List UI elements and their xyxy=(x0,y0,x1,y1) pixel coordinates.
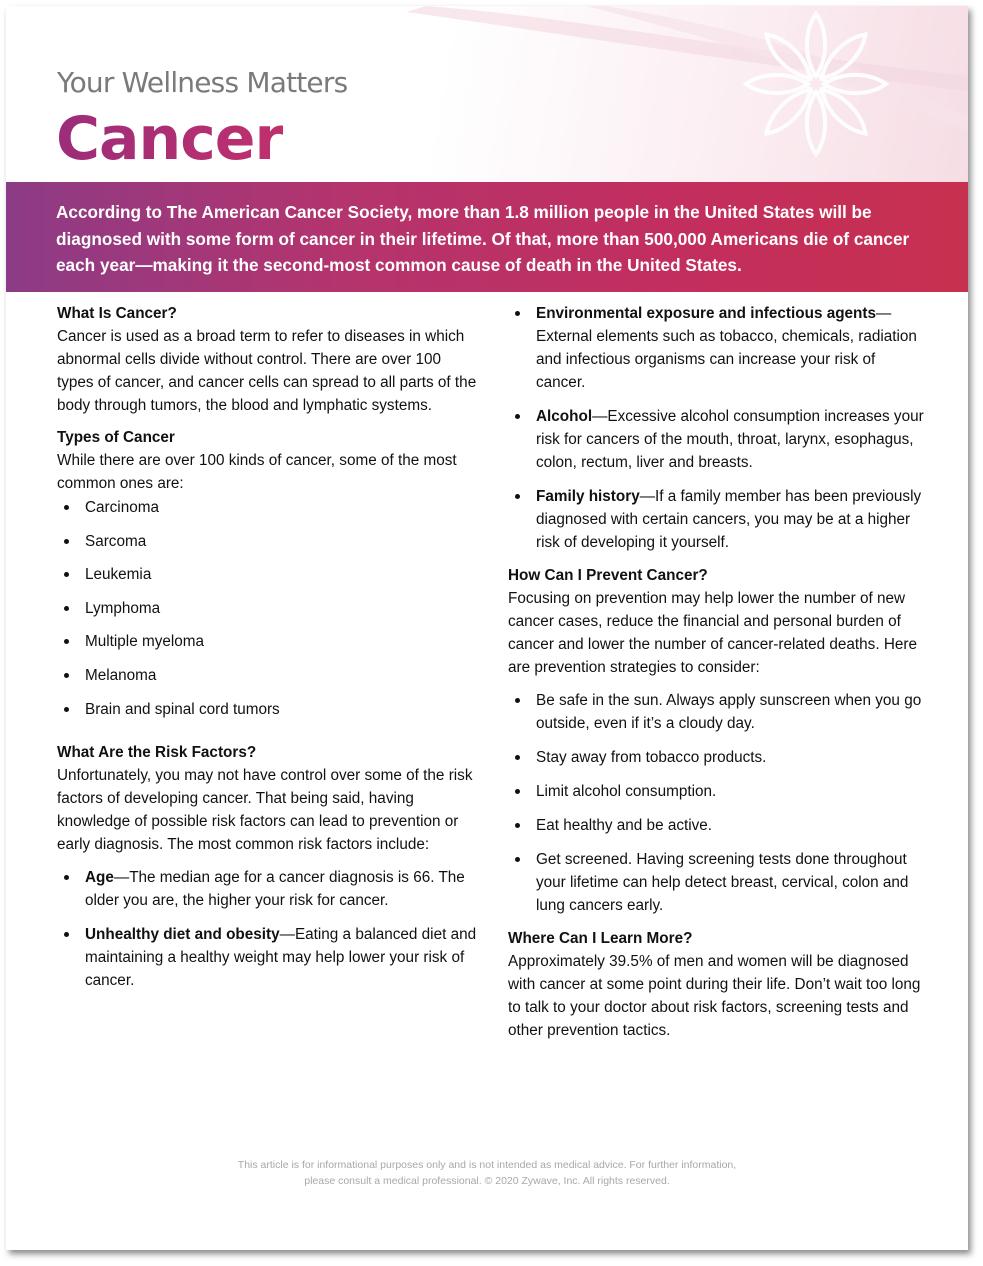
list-item xyxy=(508,689,928,735)
page-title: Cancer xyxy=(56,104,284,174)
right-column xyxy=(508,302,928,1042)
list-item xyxy=(508,405,928,474)
risk-factors-list-left xyxy=(57,866,477,992)
intro-text: According to The American Cancer Society, more than 1.8 million people in the United States will be diagnosed with some form of cancer in their lifetime. Of that, more than 500,000 Americans die of cancer each year—making it the second-most common cause of death in the United States. xyxy=(56,202,910,275)
list-item xyxy=(508,746,928,769)
footer-disclaimer xyxy=(6,1157,968,1189)
section-heading-prevent: How Can I Prevent Cancer? xyxy=(508,567,708,584)
section-heading-what-is-cancer: What Is Cancer? xyxy=(57,305,177,322)
list-item xyxy=(57,923,477,992)
list-item xyxy=(508,485,928,554)
list-item xyxy=(57,630,477,653)
list-item xyxy=(57,563,477,586)
risk-term: Age xyxy=(85,868,114,886)
bullet-icon xyxy=(515,755,520,760)
list-item-text: Melanoma xyxy=(85,666,157,684)
bullet-icon xyxy=(515,789,520,794)
prevention-list xyxy=(508,689,928,917)
header xyxy=(6,6,968,182)
list-item xyxy=(508,780,928,803)
bullet-icon xyxy=(515,857,520,862)
list-item xyxy=(508,302,928,394)
list-item xyxy=(57,664,477,687)
intro-banner xyxy=(6,182,968,292)
list-item-text: Get screened. Having screening tests done throughout your lifetime can help detect breast, cervical, colon and lung cancers early. xyxy=(536,851,909,914)
cancer-types-list xyxy=(57,496,477,721)
bullet-icon xyxy=(515,414,520,419)
section-body-types: While there are over 100 kinds of cancer, some of the most common ones are: xyxy=(57,452,457,492)
list-item-text: Sarcoma xyxy=(85,532,147,550)
bullet-icon xyxy=(515,823,520,828)
section-body-what-is-cancer: Cancer is used as a broad term to refer to diseases in which abnormal cells divide without control. There are over 100 types of cancer, and cancer cells can spread to all parts of the body through tumors, the blood and lymphatic systems. xyxy=(57,328,477,414)
list-item xyxy=(57,866,477,912)
bullet-icon xyxy=(64,875,69,880)
section-body-risk-factors: Unfortunately, you may not have control over some of the risk factors of developing cancer. That being said, having knowledge of possible risk factors can lead to prevention or early diagnosis. The most common risk factors include: xyxy=(57,766,473,853)
list-item xyxy=(57,496,477,519)
list-item-text: Leukemia xyxy=(85,566,152,584)
risk-text: —If a family member has been previously diagnosed with certain cancers, you may be at a higher risk of developing it yourself. xyxy=(536,488,922,551)
list-item-text: Lymphoma xyxy=(85,599,161,617)
flower-icon xyxy=(726,6,906,182)
risk-text: —External elements such as tobacco, chemicals, radiation and infectious organisms can increase your risk of cancer. xyxy=(536,305,917,391)
list-item xyxy=(57,530,477,553)
section-heading-risk-factors: What Are the Risk Factors? xyxy=(57,743,257,761)
bullet-icon xyxy=(64,539,69,544)
list-item-text: Multiple myeloma xyxy=(85,633,205,651)
bullet-icon xyxy=(64,606,69,611)
bullet-icon xyxy=(515,494,520,499)
section-body-prevent: Focusing on prevention may help lower the number of new cancer cases, reduce the financial and personal burden of cancer and lower the number of cancer-related deaths. Here are prevention strategies to consider: xyxy=(508,590,917,676)
list-item xyxy=(508,814,928,837)
bullet-icon xyxy=(64,673,69,678)
section-body-learn-more: Approximately 39.5% of men and women will be diagnosed with cancer at some point during their life. Don’t wait too long to talk to your doctor about risk factors, screening tests and other prevention tactics. xyxy=(508,953,921,1039)
bullet-icon xyxy=(64,932,69,937)
list-item-text: Carcinoma xyxy=(85,499,159,516)
document-page xyxy=(6,6,968,1250)
footer-line-2: please consult a medical professional. © 2020 Zywave, Inc. All rights reserved. xyxy=(304,1175,670,1187)
list-item-text: Eat healthy and be active. xyxy=(536,817,713,834)
list-item xyxy=(508,848,928,917)
risk-term: Environmental exposure and infectious agents xyxy=(536,305,877,322)
risk-term: Alcohol xyxy=(536,408,593,425)
section-heading-learn-more: Where Can I Learn More? xyxy=(508,930,693,947)
risk-term: Family history xyxy=(536,488,640,505)
left-column xyxy=(57,302,477,1003)
bullet-icon xyxy=(64,505,69,510)
list-item xyxy=(57,597,477,620)
bullet-icon xyxy=(515,311,520,316)
bullet-icon xyxy=(64,572,69,577)
series-kicker: Your Wellness Matters xyxy=(57,66,348,99)
bullet-icon xyxy=(64,639,69,644)
section-heading-types: Types of Cancer xyxy=(57,429,175,446)
footer-line-1: This article is for informational purposes only and is not intended as medical advice. For further information, xyxy=(237,1159,737,1171)
risk-factors-list-right xyxy=(508,302,928,554)
list-item-text: Brain and spinal cord tumors xyxy=(85,700,280,718)
risk-text: —The median age for a cancer diagnosis is 66. The older you are, the higher your risk for cancer. xyxy=(85,868,465,909)
risk-text: —Excessive alcohol consumption increases your risk for cancers of the mouth, throat, larynx, esophagus, colon, rectum, liver and breasts. xyxy=(536,408,924,471)
list-item xyxy=(57,698,477,721)
list-item-text: Stay away from tobacco products. xyxy=(536,749,767,766)
list-item-text: Limit alcohol consumption. xyxy=(536,783,717,800)
list-item-text: Be safe in the sun. Always apply sunscreen when you go outside, even if it’s a cloudy day. xyxy=(536,692,922,732)
risk-text: —Eating a balanced diet and maintaining a healthy weight may help lower your risk of cancer. xyxy=(85,925,477,989)
bullet-icon xyxy=(515,698,520,703)
risk-term: Unhealthy diet and obesity xyxy=(85,925,280,943)
bullet-icon xyxy=(64,707,69,712)
